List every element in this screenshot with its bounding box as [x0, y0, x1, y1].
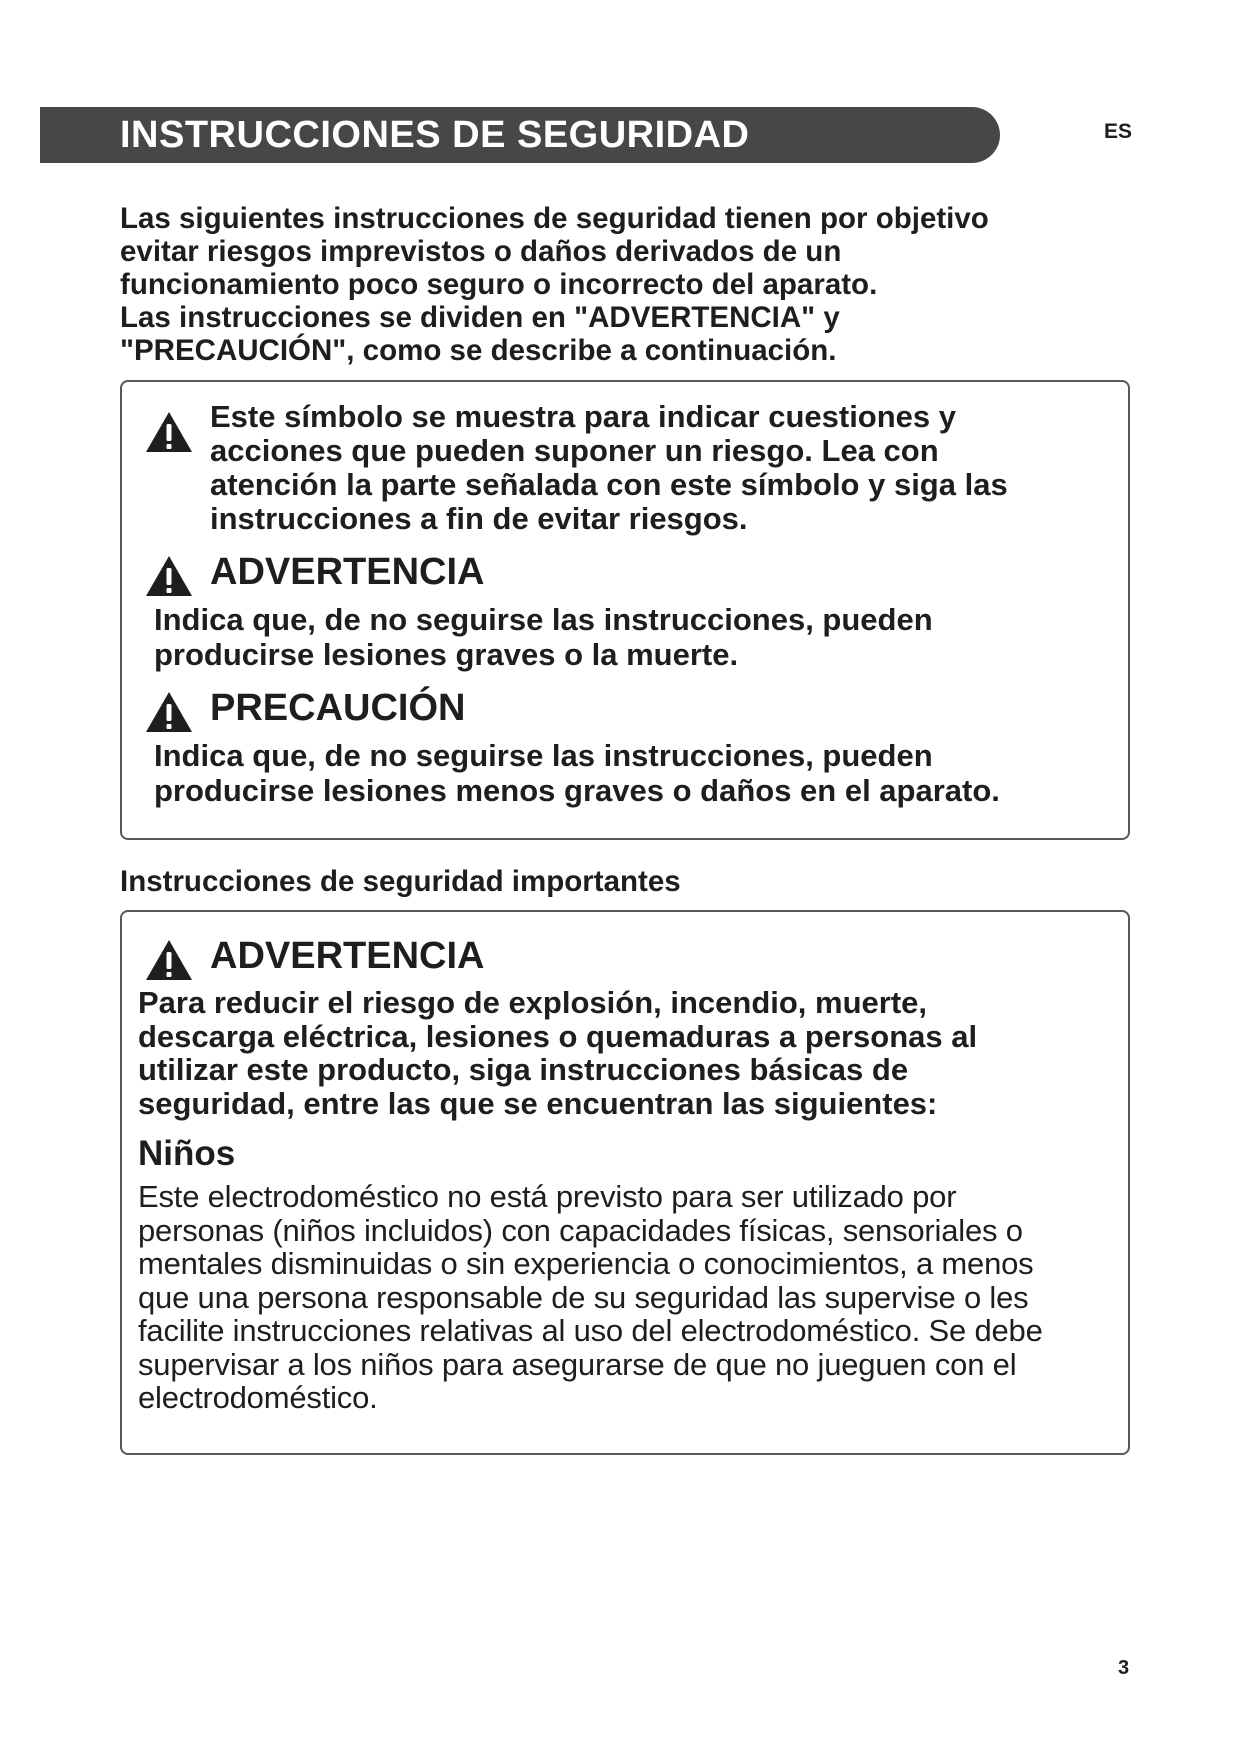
warning-line: Indica que, de no seguirse las instrucciones, pueden — [154, 602, 933, 637]
warning-triangle-icon — [144, 938, 194, 982]
warning-triangle-icon — [144, 410, 194, 454]
warning-line: Para reducir el riesgo de explosión, incendio, muerte, — [138, 985, 928, 1020]
children-line: facilite instrucciones relativas al uso del electrodoméstico. Se debe — [138, 1313, 1043, 1348]
page-number: 3 — [1118, 1657, 1130, 1679]
children-heading: Niños — [138, 1134, 236, 1173]
warning-line: utilizar este producto, siga instrucciones básicas de — [138, 1052, 909, 1087]
intro-line: funcionamiento poco seguro o incorrecto del aparato. — [120, 268, 878, 301]
page-title: INSTRUCCIONES DE SEGURIDAD — [120, 114, 750, 156]
intro-line: evitar riesgos imprevistos o daños derivados de un — [120, 235, 842, 268]
caution-heading: PRECAUCIÓN — [210, 687, 466, 729]
warning-description — [154, 602, 1114, 672]
warning-triangle-icon — [144, 690, 194, 734]
section-title: Instrucciones de seguridad importantes — [120, 865, 681, 898]
intro-line: Las instrucciones se dividen en "ADVERTENCIA" y — [120, 301, 840, 334]
warning-heading: ADVERTENCIA — [210, 551, 485, 593]
children-line: electrodoméstico. — [138, 1380, 378, 1415]
caution-description — [154, 738, 1114, 808]
important-warning-box — [120, 910, 1130, 1455]
symbol-line: instrucciones a fin de evitar riesgos. — [210, 501, 748, 536]
warning-text — [138, 986, 1118, 1120]
children-line: personas (niños incluidos) con capacidades físicas, sensoriales o — [138, 1212, 1023, 1248]
warning-heading: ADVERTENCIA — [210, 935, 485, 977]
intro-line: Las siguientes instrucciones de seguridad tienen por objetivo — [120, 202, 989, 235]
warning-line: descarga eléctrica, lesiones o quemaduras a personas al — [138, 1018, 978, 1054]
symbol-explanation — [210, 400, 1110, 536]
children-line: que una persona responsable de su seguridad las supervise o les — [138, 1279, 1029, 1315]
children-line: Este electrodoméstico no está previsto para ser utilizado por — [138, 1179, 957, 1214]
language-label: ES — [1104, 120, 1133, 143]
symbol-line: Este símbolo se muestra para indicar cuestiones y — [210, 399, 957, 434]
symbol-line: acciones que pueden suponer un riesgo. Lea con — [210, 433, 939, 468]
caution-line: producirse lesiones menos graves o daños en el aparato. — [154, 773, 1000, 808]
symbol-legend-box — [120, 380, 1130, 840]
symbol-line: atención la parte señalada con este símbolo y siga las — [210, 467, 1008, 502]
children-text — [138, 1180, 1123, 1415]
caution-line: Indica que, de no seguirse las instrucciones, pueden — [154, 738, 933, 773]
intro-line: "PRECAUCIÓN", como se describe a continuación. — [120, 334, 837, 367]
title-bar — [40, 107, 1000, 163]
children-line: supervisar a los niños para asegurarse de que no jueguen con el — [138, 1346, 1017, 1382]
children-line: mentales disminuidas o sin experiencia o conocimientos, a menos — [138, 1246, 1034, 1281]
intro-paragraph — [120, 202, 1130, 367]
warning-line: producirse lesiones graves o la muerte. — [154, 637, 739, 672]
warning-line: seguridad, entre las que se encuentran las siguientes: — [138, 1085, 938, 1121]
warning-triangle-icon — [144, 554, 194, 598]
